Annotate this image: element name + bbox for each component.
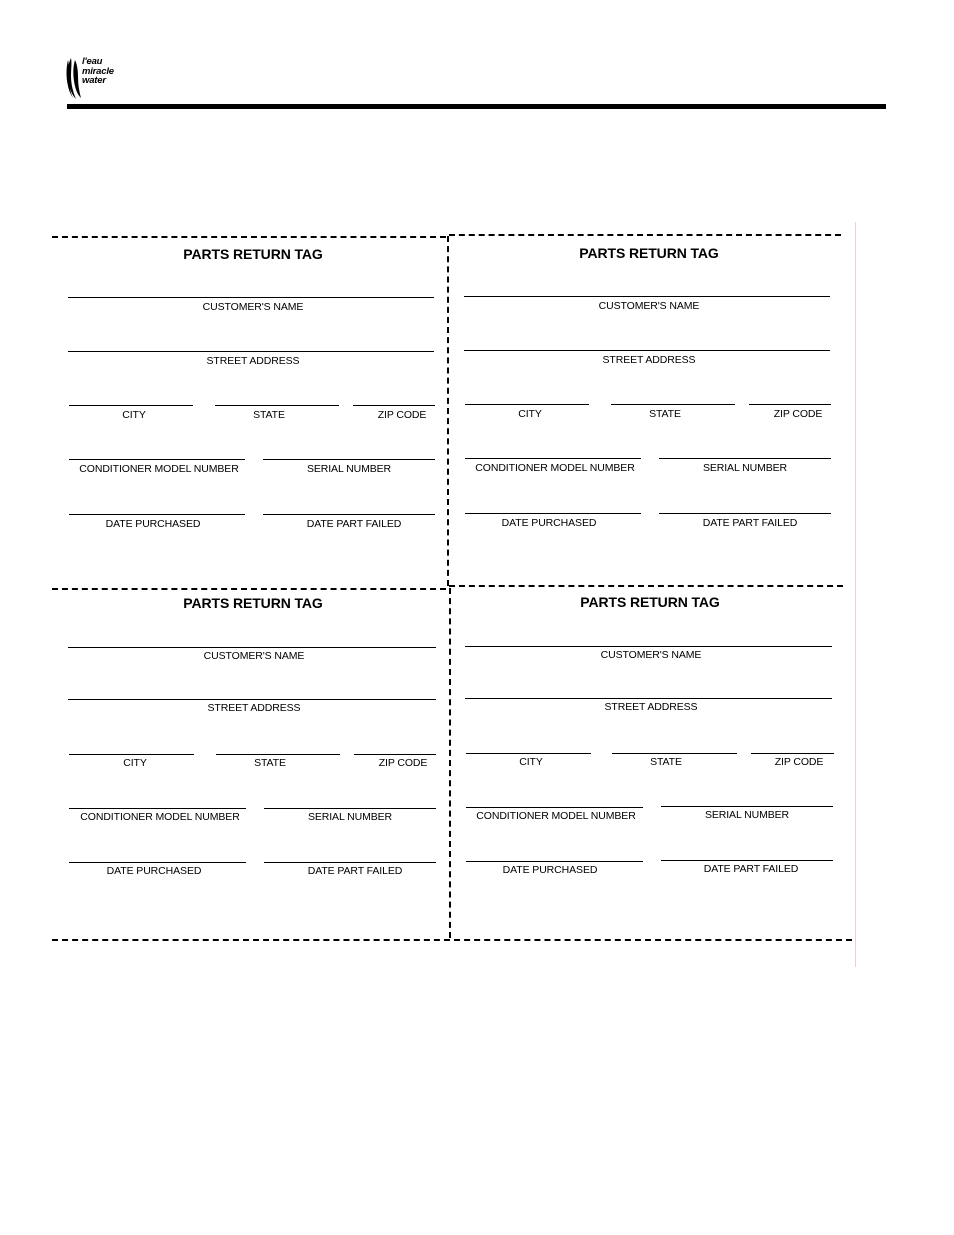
city-field[interactable] — [69, 405, 193, 406]
model-number-label: CONDITIONER MODEL NUMBER — [476, 810, 636, 822]
state-label: STATE — [650, 756, 682, 768]
date-part-failed-field[interactable] — [661, 860, 833, 861]
date-purchased-field[interactable] — [69, 862, 246, 863]
city-field[interactable] — [466, 753, 591, 754]
model-number-field[interactable] — [69, 459, 245, 460]
street-address-field[interactable] — [68, 699, 436, 700]
cut-line-bottom — [52, 939, 852, 941]
state-field[interactable] — [611, 404, 735, 405]
header-rule — [67, 104, 886, 109]
zip-code-label: ZIP CODE — [378, 757, 428, 769]
customer-name-label: CUSTOMER'S NAME — [202, 301, 304, 313]
cut-line-top-right — [449, 234, 841, 236]
customer-name-field[interactable] — [68, 647, 436, 648]
state-label: STATE — [253, 409, 285, 421]
zip-code-label: ZIP CODE — [773, 408, 823, 420]
parts-return-tag-3 — [68, 589, 438, 919]
customer-name-field[interactable] — [464, 296, 830, 297]
cut-line-vertical-bottom — [449, 588, 451, 938]
model-number-field[interactable] — [69, 808, 246, 809]
parts-return-tag-1 — [68, 240, 438, 570]
serial-number-field[interactable] — [264, 808, 436, 809]
zip-code-label: ZIP CODE — [774, 756, 824, 768]
customer-name-label: CUSTOMER'S NAME — [600, 649, 702, 661]
tag-title: PARTS RETURN TAG — [580, 594, 720, 610]
date-part-failed-label: DATE PART FAILED — [703, 863, 799, 875]
zip-code-label: ZIP CODE — [377, 409, 427, 421]
street-address-field[interactable] — [68, 351, 434, 352]
street-address-label: STREET ADDRESS — [207, 702, 301, 714]
serial-number-field[interactable] — [659, 458, 831, 459]
serial-number-label: SERIAL NUMBER — [704, 809, 790, 821]
date-part-failed-field[interactable] — [263, 514, 435, 515]
date-purchased-label: DATE PURCHASED — [106, 865, 202, 877]
parts-return-tag-4 — [465, 588, 835, 918]
parts-return-tag-2 — [464, 239, 834, 569]
date-purchased-field[interactable] — [465, 513, 641, 514]
city-label: CITY — [518, 408, 542, 420]
logo-line-3: water — [82, 75, 106, 86]
serial-number-field[interactable] — [263, 459, 435, 460]
street-address-label: STREET ADDRESS — [206, 355, 300, 367]
serial-number-label: SERIAL NUMBER — [702, 462, 788, 474]
serial-number-label: SERIAL NUMBER — [306, 463, 392, 475]
zip-code-field[interactable] — [353, 405, 435, 406]
water-drops-logo-icon — [66, 56, 82, 100]
city-label: CITY — [123, 757, 147, 769]
street-address-field[interactable] — [464, 350, 830, 351]
customer-name-field[interactable] — [465, 646, 832, 647]
model-number-label: CONDITIONER MODEL NUMBER — [475, 462, 635, 474]
logo-line-2: miracle — [82, 65, 114, 77]
cut-line-top-left — [52, 236, 446, 238]
date-part-failed-field[interactable] — [659, 513, 831, 514]
date-part-failed-field[interactable] — [264, 862, 436, 863]
date-purchased-field[interactable] — [466, 861, 643, 862]
date-purchased-label: DATE PURCHASED — [502, 864, 598, 876]
date-part-failed-label: DATE PART FAILED — [306, 518, 402, 530]
city-label: CITY — [122, 409, 146, 421]
city-field[interactable] — [465, 404, 589, 405]
model-number-label: CONDITIONER MODEL NUMBER — [79, 463, 239, 475]
cut-line-middle-right — [449, 585, 843, 587]
customer-name-label: CUSTOMER'S NAME — [203, 650, 305, 662]
zip-code-field[interactable] — [751, 753, 834, 754]
state-field[interactable] — [215, 405, 339, 406]
page-edge-rule — [855, 222, 856, 967]
company-logo — [66, 56, 146, 100]
state-label: STATE — [254, 757, 286, 769]
state-field[interactable] — [612, 753, 737, 754]
street-address-field[interactable] — [465, 698, 832, 699]
date-purchased-label: DATE PURCHASED — [105, 518, 201, 530]
tag-title: PARTS RETURN TAG — [579, 245, 719, 261]
state-label: STATE — [649, 408, 681, 420]
state-field[interactable] — [216, 754, 340, 755]
serial-number-label: SERIAL NUMBER — [307, 811, 393, 823]
date-part-failed-label: DATE PART FAILED — [307, 865, 403, 877]
model-number-label: CONDITIONER MODEL NUMBER — [80, 811, 240, 823]
model-number-field[interactable] — [466, 807, 643, 808]
city-field[interactable] — [69, 754, 194, 755]
street-address-label: STREET ADDRESS — [602, 354, 696, 366]
date-part-failed-label: DATE PART FAILED — [702, 517, 798, 529]
serial-number-field[interactable] — [661, 806, 833, 807]
zip-code-field[interactable] — [354, 754, 436, 755]
logo-wordmark — [82, 57, 114, 86]
logo-line-1: l'eau — [82, 56, 103, 67]
customer-name-field[interactable] — [68, 297, 434, 298]
street-address-label: STREET ADDRESS — [604, 701, 698, 713]
customer-name-label: CUSTOMER'S NAME — [598, 300, 700, 312]
cut-line-vertical-top — [447, 236, 449, 586]
date-purchased-label: DATE PURCHASED — [501, 517, 597, 529]
tag-title: PARTS RETURN TAG — [183, 246, 323, 262]
date-purchased-field[interactable] — [69, 514, 245, 515]
model-number-field[interactable] — [465, 458, 641, 459]
city-label: CITY — [519, 756, 543, 768]
tag-title: PARTS RETURN TAG — [183, 595, 323, 611]
zip-code-field[interactable] — [749, 404, 831, 405]
